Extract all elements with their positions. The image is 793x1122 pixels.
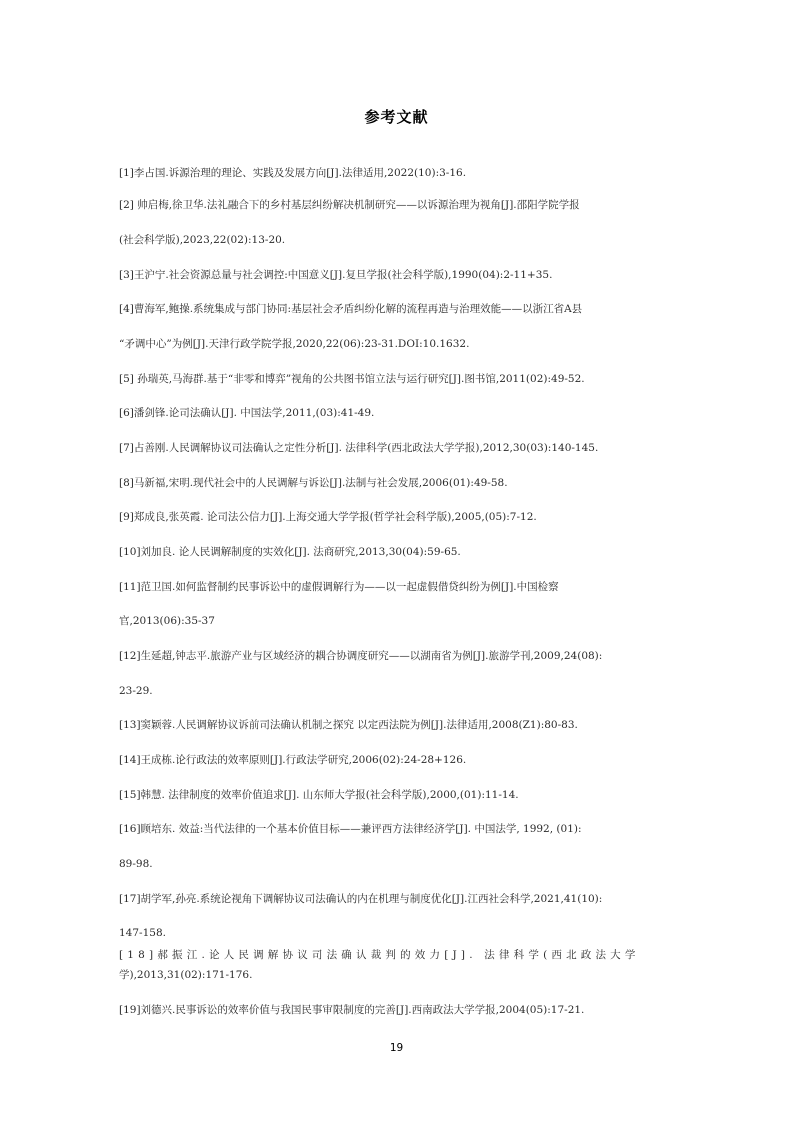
reference-line: 官,2013(06):35-37 (119, 615, 215, 627)
reference-line: 147-158. (119, 927, 166, 939)
reference-line: [13]窦颖蓉.人民调解协议诉前司法确认机制之探究 以定西法院为例[J].法律适用,2008(Z1):80-83. (119, 719, 578, 731)
reference-line: [1]李占国.诉源治理的理论、实践及发展方向[J].法律适用,2022(10):3-16. (119, 167, 467, 179)
reference-line: [15]韩慧. 法律制度的效率价值追求[J]. 山东师大学报(社会科学版),2000,(01):11-14. (119, 789, 519, 801)
reference-line: 23-29. (119, 685, 153, 697)
reference-line: [11]范卫国.如何监督制约民事诉讼中的虚假调解行为——以一起虚假借贷纠纷为例[J].中国检察 (119, 581, 559, 593)
reference-line: (社会科学版),2023,22(02):13-20. (119, 234, 286, 246)
page-title: 参考文献 (364, 108, 429, 126)
reference-line: [7]占善刚.人民调解协议司法确认之定性分析[J]. 法律科学(西北政法大学学报),2012,30(03):140-145. (119, 442, 599, 454)
reference-line: [16]顾培东. 效益:当代法律的一个基本价值目标——兼评西方法律经济学[J]. 中国法学, 1992, (01): (119, 823, 582, 835)
reference-line: [3]王沪宁.社会资源总量与社会调控:中国意义[J].复旦学报(社会科学版),1990(04):2-11+35. (119, 269, 553, 281)
reference-line: [19]刘德兴.民事诉讼的效率价值与我国民事审限制度的完善[J].西南政法大学学报,2004(05):17-21. (119, 1004, 585, 1016)
reference-line: [14]王成栋.论行政法的效率原则[J].行政法学研究,2006(02):24-28+126. (119, 754, 467, 766)
reference-line: [9]郑成良,张英霞. 论司法公信力[J].上海交通大学学报(哲学社会科学版),2005,(05):7-12. (119, 511, 537, 523)
reference-line: [2] 帅启梅,徐卫华.法礼融合下的乡村基层纠纷解决机制研究——以诉源治理为视角[J].邵阳学院学报 (119, 199, 580, 211)
reference-line: 89-98. (119, 858, 153, 870)
reference-line: [10]刘加良. 论人民调解制度的实效化[J]. 法商研究,2013,30(04):59-65. (119, 546, 461, 558)
reference-line: “矛调中心”为例[J].天津行政学院学报,2020,22(06):23-31.DOI:10.1632. (119, 338, 470, 350)
reference-line: [17]胡学军,孙亮.系统论视角下调解协议司法确认的内在机理与制度优化[J].江西社会科学,2021,41(10): (119, 893, 603, 905)
reference-line: [8]马新福,宋明.现代社会中的人民调解与诉讼[J].法制与社会发展,2006(01):49-58. (119, 477, 508, 489)
reference-line: 学),2013,31(02):171-176. (119, 969, 253, 981)
reference-line: [12]生延超,钟志平.旅游产业与区域经济的耦合协调度研究——以湖南省为例[J].旅游学刊,2009,24(08): (119, 650, 603, 662)
reference-line: [18]郝振江.论人民调解协议司法确认裁判的效力[J]. 法律科学(西北政法大学 (119, 949, 640, 961)
reference-line: [6]潘剑锋.论司法确认[J]. 中国法学,2011,(03):41-49. (119, 407, 375, 419)
reference-line: [5] 孙瑞英,马海群.基于“非零和博弈”视角的公共图书馆立法与运行研究[J].图书馆,2011(02):49-52. (119, 373, 585, 385)
reference-line: [4]曹海军,鲍操.系统集成与部门协同:基层社会矛盾纠纷化解的流程再造与治理效能——以浙江省A县 (119, 303, 583, 315)
page-number: 19 (389, 1042, 404, 1054)
